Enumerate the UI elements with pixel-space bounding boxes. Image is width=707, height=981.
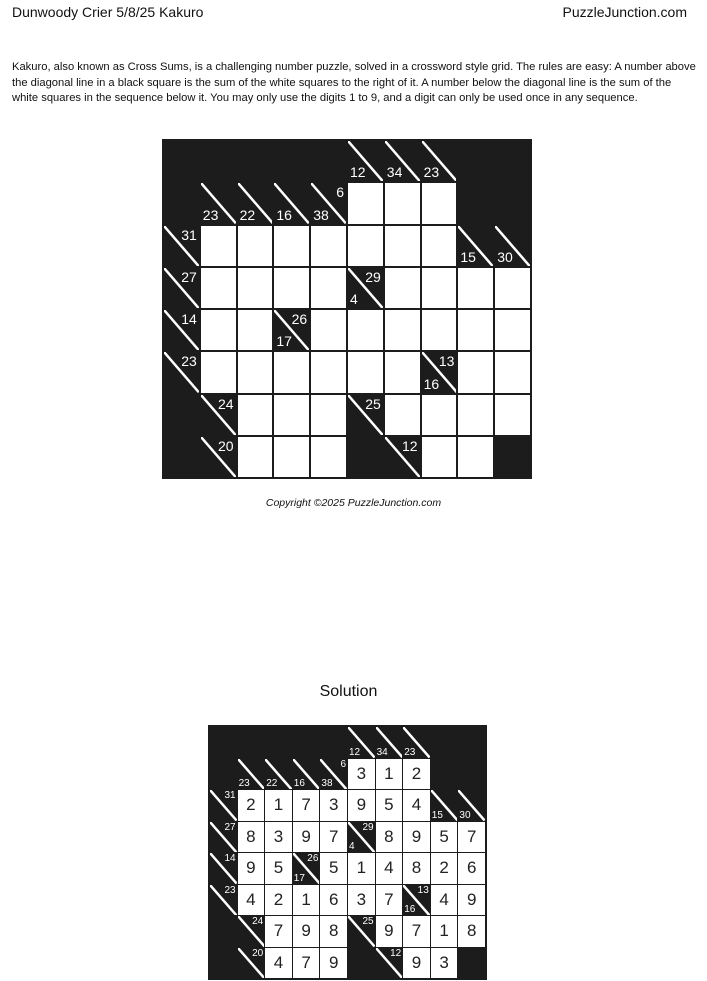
solution-cell bbox=[320, 916, 347, 947]
clue-cell bbox=[348, 395, 383, 435]
black-cell bbox=[458, 948, 485, 979]
across-clue: 6 bbox=[336, 184, 344, 201]
across-clue: 14 bbox=[181, 311, 197, 327]
solution-digit: 9 bbox=[466, 889, 477, 909]
entry-cell bbox=[422, 437, 457, 477]
solution-cell bbox=[431, 822, 458, 853]
black-cell bbox=[164, 437, 199, 477]
down-clue: 4 bbox=[349, 291, 358, 307]
solution-cell bbox=[320, 885, 347, 916]
solution-digit: 8 bbox=[466, 921, 477, 941]
clue-cell bbox=[238, 183, 273, 223]
across-clue: 26 bbox=[291, 311, 308, 327]
entry-cell bbox=[458, 395, 493, 435]
down-clue: 17 bbox=[276, 333, 292, 350]
down-clue: 22 bbox=[266, 778, 278, 789]
solution-cell bbox=[403, 948, 430, 979]
across-clue: 25 bbox=[365, 395, 381, 412]
solution-digit: 4 bbox=[384, 858, 394, 878]
solution-cell bbox=[403, 916, 430, 947]
down-clue: 23 bbox=[423, 164, 440, 181]
entry-cell bbox=[385, 183, 420, 223]
entry-cell bbox=[274, 395, 309, 435]
entry-cell bbox=[348, 183, 383, 223]
solution-cell bbox=[320, 853, 347, 884]
entry-cell bbox=[495, 352, 530, 392]
solution-digit: 6 bbox=[466, 858, 477, 878]
solution-digit: 3 bbox=[273, 826, 284, 846]
solution-digit: 7 bbox=[301, 795, 311, 815]
solution-grid bbox=[208, 725, 487, 980]
clue-cell bbox=[385, 141, 420, 181]
solution-digit: 8 bbox=[328, 921, 339, 941]
down-clue: 12 bbox=[349, 164, 366, 181]
across-clue: 31 bbox=[181, 226, 197, 243]
down-clue: 38 bbox=[321, 778, 333, 789]
clue-cell bbox=[293, 853, 320, 884]
solution-digit: 3 bbox=[356, 889, 367, 909]
entry-cell bbox=[311, 352, 346, 392]
solution-cell bbox=[376, 759, 403, 790]
entry-cell bbox=[495, 395, 530, 435]
black-cell bbox=[311, 141, 346, 181]
clue-cell bbox=[238, 916, 265, 947]
black-cell bbox=[210, 916, 237, 947]
solution-cell bbox=[320, 948, 347, 979]
down-clue: 15 bbox=[431, 809, 443, 821]
solution-digit: 8 bbox=[384, 826, 394, 846]
solution-cell bbox=[265, 853, 292, 884]
black-cell bbox=[320, 727, 347, 758]
entry-cell bbox=[348, 352, 383, 392]
entry-cell bbox=[238, 352, 273, 392]
across-clue: 13 bbox=[438, 353, 455, 370]
solution-cell bbox=[238, 853, 265, 884]
across-clue: 20 bbox=[252, 947, 264, 959]
entry-cell bbox=[274, 226, 309, 266]
clue-cell bbox=[201, 183, 236, 223]
across-clue: 12 bbox=[402, 437, 418, 454]
header-site: PuzzleJunction.com bbox=[562, 4, 687, 20]
solution-digit: 3 bbox=[356, 763, 367, 783]
solution-digit: 7 bbox=[384, 889, 394, 909]
black-cell bbox=[265, 727, 292, 758]
solution-cell bbox=[265, 916, 292, 947]
black-cell bbox=[431, 759, 458, 790]
down-clue: 16 bbox=[276, 206, 292, 223]
entry-cell bbox=[422, 268, 457, 308]
black-cell bbox=[495, 437, 530, 477]
clue-cell bbox=[201, 395, 236, 435]
across-clue: 6 bbox=[340, 758, 346, 770]
solution-cell bbox=[403, 759, 430, 790]
solution-digit: 9 bbox=[246, 858, 256, 878]
entry-cell bbox=[385, 395, 420, 435]
solution-digit: 9 bbox=[301, 826, 311, 846]
clue-cell bbox=[422, 141, 457, 181]
across-clue: 13 bbox=[417, 884, 429, 896]
entry-cell bbox=[238, 268, 273, 308]
solution-digit: 7 bbox=[328, 826, 339, 846]
entry-cell bbox=[311, 310, 346, 350]
solution-digit: 7 bbox=[301, 952, 311, 972]
solution-cell bbox=[431, 948, 458, 979]
solution-cell bbox=[376, 853, 403, 884]
down-clue: 15 bbox=[460, 248, 476, 265]
solution-cell bbox=[293, 790, 320, 821]
solution-digit: 2 bbox=[411, 763, 422, 783]
solution-digit: 7 bbox=[273, 921, 284, 941]
solution-cell bbox=[376, 790, 403, 821]
down-clue: 16 bbox=[404, 904, 416, 915]
solution-digit: 2 bbox=[273, 889, 284, 909]
entry-cell bbox=[422, 183, 457, 223]
entry-cell bbox=[348, 310, 383, 350]
across-clue: 29 bbox=[365, 268, 381, 285]
clue-cell bbox=[274, 310, 309, 350]
entry-cell bbox=[238, 437, 273, 477]
clue-cell bbox=[376, 948, 403, 979]
clue-cell bbox=[210, 885, 237, 916]
clue-cell bbox=[238, 759, 265, 790]
entry-cell bbox=[348, 226, 383, 266]
entry-cell bbox=[238, 310, 273, 350]
solution-cell bbox=[265, 822, 292, 853]
solution-digit: 4 bbox=[411, 795, 422, 815]
clue-cell bbox=[210, 822, 237, 853]
black-cell bbox=[348, 437, 383, 477]
solution-digit: 7 bbox=[411, 921, 422, 941]
clue-cell bbox=[320, 759, 347, 790]
entry-cell bbox=[422, 310, 457, 350]
solution-cell bbox=[320, 790, 347, 821]
solution-cell bbox=[238, 885, 265, 916]
entry-cell bbox=[201, 310, 236, 350]
solution-digit: 5 bbox=[384, 795, 394, 815]
clue-cell bbox=[348, 268, 383, 308]
down-clue: 23 bbox=[202, 206, 219, 223]
entry-cell bbox=[495, 310, 530, 350]
entry-cell bbox=[458, 352, 493, 392]
across-clue: 25 bbox=[362, 916, 374, 927]
down-clue: 16 bbox=[293, 778, 305, 789]
entry-cell bbox=[422, 226, 457, 266]
across-clue: 27 bbox=[224, 821, 236, 833]
black-cell bbox=[458, 727, 485, 758]
solution-cell bbox=[403, 853, 430, 884]
black-cell bbox=[348, 948, 375, 979]
entry-cell bbox=[385, 352, 420, 392]
clue-cell bbox=[422, 352, 457, 392]
entry-cell bbox=[458, 268, 493, 308]
clue-cell bbox=[210, 790, 237, 821]
clue-cell bbox=[403, 727, 430, 758]
clue-cell bbox=[348, 727, 375, 758]
solution-cell bbox=[238, 822, 265, 853]
entry-cell bbox=[201, 352, 236, 392]
solution-digit: 9 bbox=[356, 795, 367, 815]
clue-cell bbox=[311, 183, 346, 223]
solution-digit: 2 bbox=[246, 795, 256, 815]
across-clue: 24 bbox=[218, 395, 234, 412]
solution-digit: 9 bbox=[411, 952, 422, 972]
clue-cell bbox=[201, 437, 236, 477]
solution-digit: 5 bbox=[328, 858, 339, 878]
clue-cell bbox=[293, 759, 320, 790]
clue-cell bbox=[348, 822, 375, 853]
copyright: Copyright ©2025 PuzzleJunction.com bbox=[265, 497, 442, 509]
solution-cell bbox=[376, 822, 403, 853]
solution-digit: 1 bbox=[384, 763, 394, 783]
black-cell bbox=[238, 141, 273, 181]
solution-cell bbox=[348, 790, 375, 821]
clue-cell bbox=[164, 226, 199, 266]
entry-cell bbox=[238, 395, 273, 435]
solution-cell bbox=[348, 853, 375, 884]
across-clue: 23 bbox=[224, 884, 236, 896]
solution-cell bbox=[458, 885, 485, 916]
black-cell bbox=[164, 395, 199, 435]
solution-digit: 2 bbox=[439, 858, 449, 878]
clue-cell bbox=[210, 853, 237, 884]
entry-cell bbox=[385, 310, 420, 350]
solution-digit: 9 bbox=[301, 921, 311, 941]
entry-cell bbox=[495, 268, 530, 308]
solution-cell bbox=[431, 916, 458, 947]
down-clue: 23 bbox=[404, 746, 416, 758]
across-clue: 12 bbox=[390, 947, 402, 959]
clue-cell bbox=[238, 948, 265, 979]
solution-cell bbox=[293, 822, 320, 853]
intro-text: Kakuro, also known as Cross Sums, is a challenging number puzzle, solved in a crossword style grid. The rules are easy: A number above the diagonal line in a black square is the sum of the white squares to the right of it. A number below the diagonal line is the sum of the white squares in the sequence below it. You may only use the digits 1 to 9, and a digit can only be used once in any sequence. bbox=[12, 61, 696, 104]
black-cell bbox=[431, 727, 458, 758]
clue-cell bbox=[348, 916, 375, 947]
across-clue: 20 bbox=[218, 437, 234, 454]
clue-cell bbox=[376, 727, 403, 758]
clue-cell bbox=[403, 885, 430, 916]
solution-digit: 7 bbox=[466, 826, 477, 846]
across-clue: 23 bbox=[181, 353, 197, 370]
solution-digit: 9 bbox=[384, 921, 394, 941]
solution-digit: 8 bbox=[411, 858, 422, 878]
clue-cell bbox=[458, 226, 493, 266]
clue-cell bbox=[164, 268, 199, 308]
solution-cell bbox=[458, 916, 485, 947]
solution-digit: 6 bbox=[328, 889, 339, 909]
solution-cell bbox=[458, 853, 485, 884]
across-clue: 26 bbox=[307, 853, 319, 864]
solution-cell bbox=[265, 885, 292, 916]
solution-cell bbox=[376, 916, 403, 947]
solution-digit: 4 bbox=[246, 889, 256, 909]
solution-cell bbox=[265, 948, 292, 979]
solution-digit: 8 bbox=[246, 826, 256, 846]
solution-digit: 3 bbox=[439, 952, 449, 972]
clue-cell bbox=[164, 352, 199, 392]
solution-digit: 4 bbox=[273, 952, 284, 972]
solution-cell bbox=[458, 822, 485, 853]
solution-digit: 1 bbox=[356, 858, 367, 878]
entry-cell bbox=[311, 268, 346, 308]
down-clue: 30 bbox=[497, 248, 513, 265]
entry-cell bbox=[274, 268, 309, 308]
solution-cell bbox=[348, 885, 375, 916]
entry-cell bbox=[274, 352, 309, 392]
solution-cell bbox=[403, 822, 430, 853]
across-clue: 14 bbox=[224, 853, 236, 864]
black-cell bbox=[201, 141, 236, 181]
solution-digit: 5 bbox=[439, 826, 449, 846]
solution-digit: 1 bbox=[273, 795, 284, 815]
solution-cell bbox=[293, 885, 320, 916]
entry-cell bbox=[385, 226, 420, 266]
solution-cell bbox=[403, 790, 430, 821]
black-cell bbox=[210, 948, 237, 979]
across-clue: 29 bbox=[362, 821, 374, 833]
solution-digit: 9 bbox=[328, 952, 339, 972]
clue-cell bbox=[431, 790, 458, 821]
solution-digit: 4 bbox=[439, 889, 449, 909]
solution-cell bbox=[431, 885, 458, 916]
solution-title: Solution bbox=[319, 683, 378, 700]
down-clue: 34 bbox=[376, 746, 388, 758]
solution-digit: 9 bbox=[411, 826, 422, 846]
black-cell bbox=[495, 141, 530, 181]
solution-digit: 3 bbox=[328, 795, 339, 815]
entry-cell bbox=[238, 226, 273, 266]
clue-cell bbox=[495, 226, 530, 266]
solution-cell bbox=[293, 948, 320, 979]
solution-cell bbox=[320, 822, 347, 853]
solution-cell bbox=[265, 790, 292, 821]
clue-cell bbox=[265, 759, 292, 790]
black-cell bbox=[164, 141, 199, 181]
entry-cell bbox=[274, 437, 309, 477]
entry-cell bbox=[458, 437, 493, 477]
black-cell bbox=[274, 141, 309, 181]
black-cell bbox=[458, 141, 493, 181]
solution-cell bbox=[238, 790, 265, 821]
clue-cell bbox=[385, 437, 420, 477]
entry-cell bbox=[201, 268, 236, 308]
entry-cell bbox=[311, 226, 346, 266]
solution-cell bbox=[293, 916, 320, 947]
entry-cell bbox=[458, 310, 493, 350]
down-clue: 16 bbox=[423, 375, 440, 392]
black-cell bbox=[495, 183, 530, 223]
across-clue: 31 bbox=[224, 790, 236, 801]
down-clue: 22 bbox=[239, 206, 256, 223]
solution-cell bbox=[431, 853, 458, 884]
solution-cell bbox=[348, 759, 375, 790]
down-clue: 4 bbox=[349, 841, 355, 852]
entry-cell bbox=[311, 437, 346, 477]
entry-cell bbox=[201, 226, 236, 266]
entry-cell bbox=[385, 268, 420, 308]
down-clue: 30 bbox=[459, 809, 471, 821]
black-cell bbox=[458, 759, 485, 790]
down-clue: 17 bbox=[293, 872, 305, 884]
solution-cell bbox=[376, 885, 403, 916]
across-clue: 27 bbox=[181, 268, 197, 285]
clue-cell bbox=[458, 790, 485, 821]
clue-cell bbox=[348, 141, 383, 181]
entry-cell bbox=[422, 395, 457, 435]
black-cell bbox=[210, 727, 237, 758]
down-clue: 23 bbox=[238, 778, 250, 789]
down-clue: 12 bbox=[349, 746, 361, 758]
black-cell bbox=[210, 759, 237, 790]
solution-digit: 1 bbox=[301, 889, 311, 909]
black-cell bbox=[293, 727, 320, 758]
header-title: Dunwoody Crier 5/8/25 Kakuro bbox=[12, 4, 204, 20]
down-clue: 34 bbox=[386, 164, 403, 181]
black-cell bbox=[238, 727, 265, 758]
across-clue: 24 bbox=[252, 916, 264, 927]
solution-digit: 5 bbox=[273, 858, 284, 878]
black-cell bbox=[164, 183, 199, 223]
puzzle-grid bbox=[162, 139, 532, 479]
entry-cell bbox=[311, 395, 346, 435]
solution-digit: 1 bbox=[439, 921, 449, 941]
down-clue: 38 bbox=[313, 206, 329, 223]
clue-cell bbox=[274, 183, 309, 223]
clue-cell bbox=[164, 310, 199, 350]
black-cell bbox=[458, 183, 493, 223]
